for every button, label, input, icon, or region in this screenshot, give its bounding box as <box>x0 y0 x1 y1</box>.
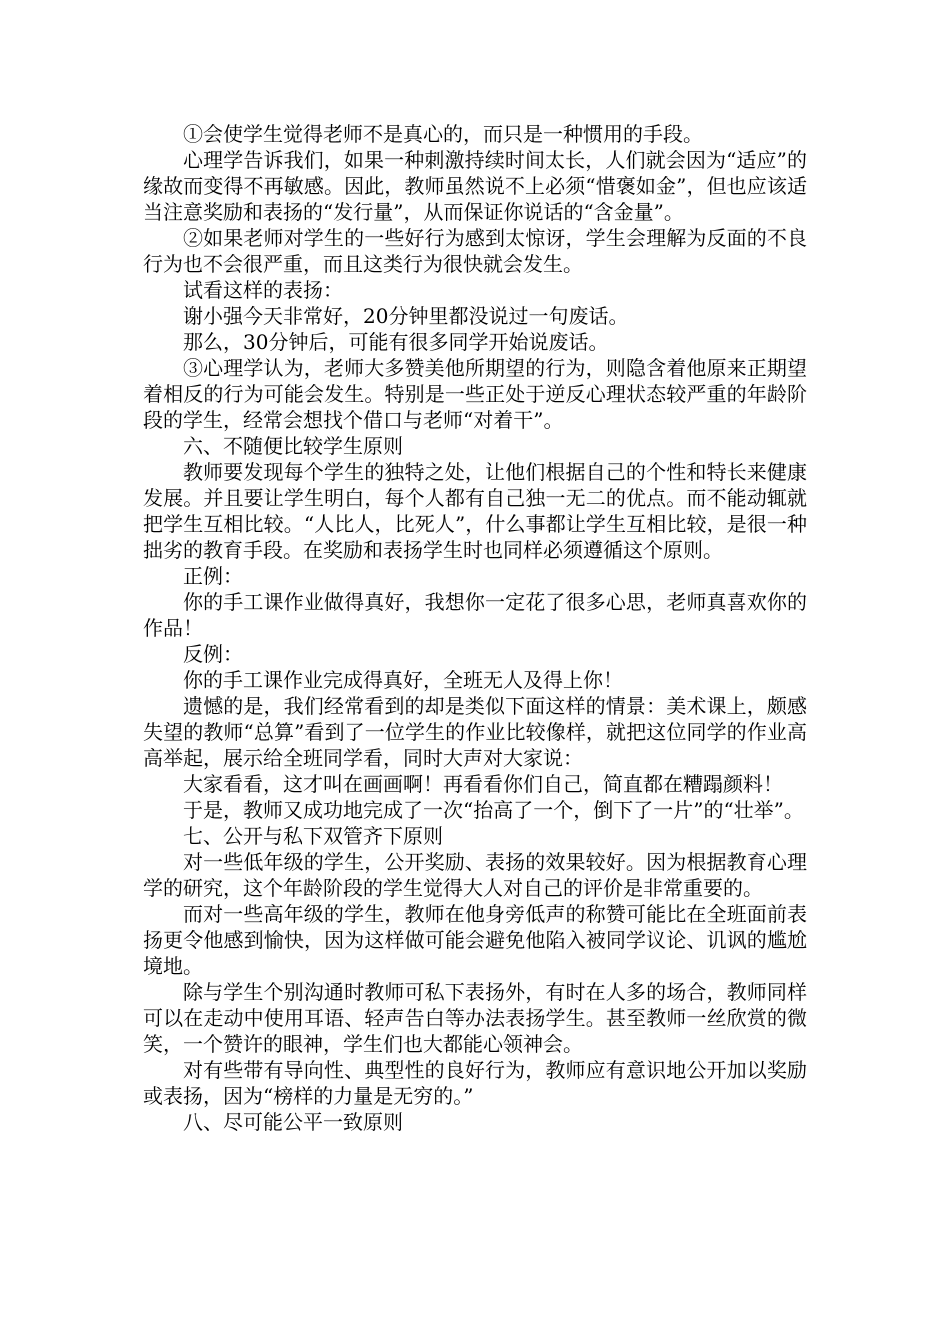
paragraph-4: 试看这样的表扬： <box>183 278 343 302</box>
paragraph-14: 遗憾的是，我们经常看到的却是类似下面这样的情景：美术课上，颇感失望的教师“总算”看到了一位学生的作业比较像样，就把这位同学的作业高高举起，展示给全班同学看，同时大声对大家说： <box>143 694 807 770</box>
paragraph-10: 正例： <box>183 564 243 588</box>
paragraph-19: 而对一些高年级的学生，教师在他身旁低声的称赞可能比在全班面前表扬更令他感到愉快，因为这样做可能会避免他陷入被同学议论、讥讽的尴尬境地。 <box>143 902 807 978</box>
paragraph-15: 大家看看，这才叫在画画啊！再看看你们自己，简直都在糟蹋颜料！ <box>183 772 783 796</box>
paragraph-5: 谢小强今天非常好，20分钟里都没说过一句废话。 <box>183 304 629 328</box>
paragraph-9: 教师要发现每个学生的独特之处，让他们根据自己的个性和特长来健康发展。并且要让学生明白，每个人都有自己独一无二的优点。而不能动辄就把学生互相比较。“人比人，比死人”，什么事都让学生互相比较，是很一种拙劣的教育手段。在奖励和表扬学生时也同样必须遵循这个原则。 <box>143 460 807 562</box>
section-heading-6: 六、不随便比较学生原则 <box>183 434 403 458</box>
paragraph-20: 除与学生个别沟通时教师可私下表扬外，有时在人多的场合，教师同样可以在走动中使用耳语、轻声告白等办法表扬学生。甚至教师一丝欣赏的微笑，一个赞许的眼神，学生们也大都能心领神会。 <box>143 980 807 1056</box>
paragraph-1: ①会使学生觉得老师不是真心的，而只是一种惯用的手段。 <box>183 122 703 146</box>
paragraph-16: 于是，教师又成功地完成了一次“抬高了一个，倒下了一片”的“壮举”。 <box>183 798 804 822</box>
section-heading-7: 七、公开与私下双管齐下原则 <box>183 824 443 848</box>
paragraph-2: 心理学告诉我们，如果一种刺激持续时间太长，人们就会因为“适应”的缘故而变得不再敏感。因此，教师虽然说不上必须“惜褒如金”，但也应该适当注意奖励和表扬的“发行量”，从而保证你说话的“含金量”。 <box>143 148 807 224</box>
paragraph-6: 那么，30分钟后，可能有很多同学开始说废话。 <box>183 330 609 354</box>
paragraph-18: 对一些低年级的学生，公开奖励、表扬的效果较好。因为根据教育心理学的研究，这个年龄阶段的学生觉得大人对自己的评价是非常重要的。 <box>143 850 807 900</box>
paragraph-13: 你的手工课作业完成得真好，全班无人及得上你！ <box>183 668 623 692</box>
section-heading-8: 八、尽可能公平一致原则 <box>183 1110 403 1134</box>
paragraph-12: 反例： <box>183 642 243 666</box>
paragraph-11: 你的手工课作业做得真好，我想你一定花了很多心思，老师真喜欢你的作品！ <box>143 590 807 640</box>
paragraph-3: ②如果老师对学生的一些好行为感到太惊讶，学生会理解为反面的不良行为也不会很严重，而且这类行为很快就会发生。 <box>143 226 807 276</box>
paragraph-21: 对有些带有导向性、典型性的良好行为，教师应有意识地公开加以奖励或表扬，因为“榜样的力量是无穷的。” <box>143 1058 807 1108</box>
paragraph-7: ③心理学认为，老师大多赞美他所期望的行为，则隐含着他原来正期望着相反的行为可能会发生。特别是一些正处于逆反心理状态较严重的年龄阶段的学生，经常会想找个借口与老师“对着干”。 <box>143 356 807 432</box>
